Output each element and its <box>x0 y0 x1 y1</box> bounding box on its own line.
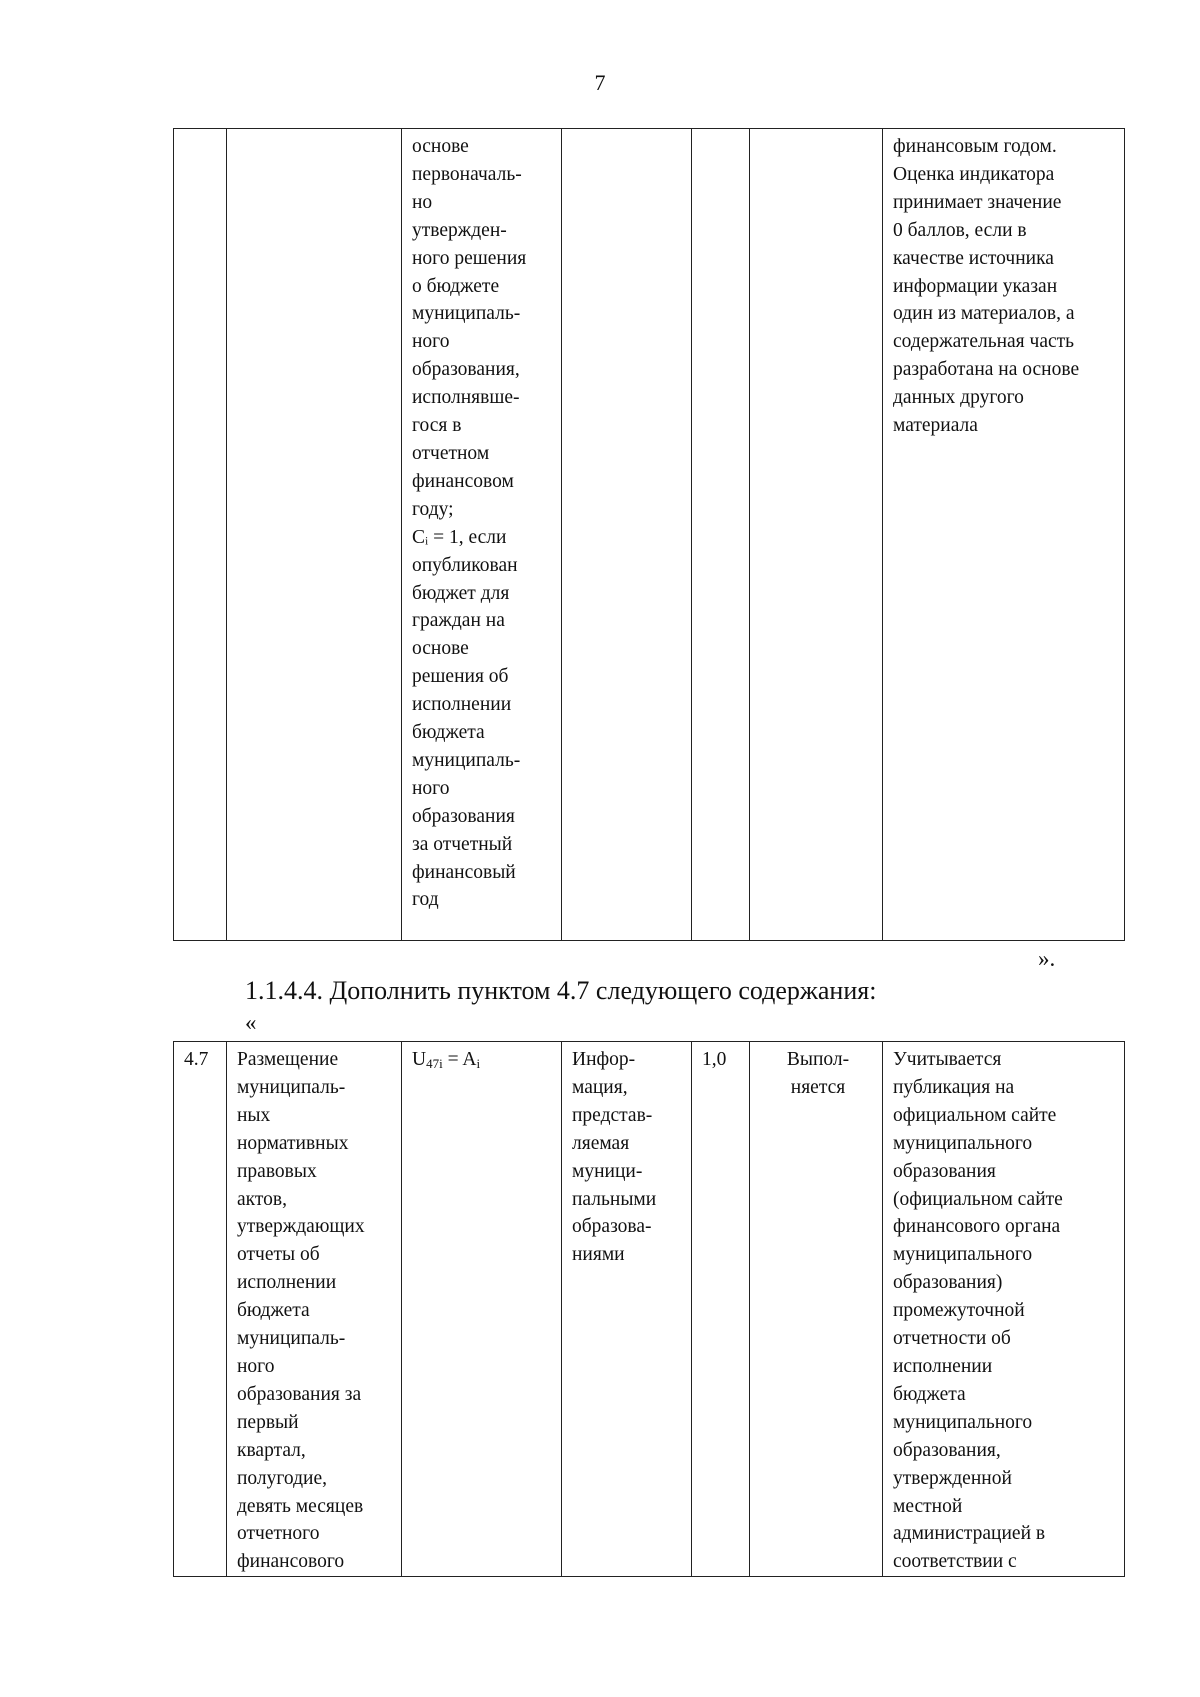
formula-rhs-subscript: i <box>476 1056 481 1071</box>
formula-equals: = <box>442 1049 463 1070</box>
text-line: образования, <box>893 1439 1001 1461</box>
text-line: финансовый <box>412 861 516 883</box>
text-line: бюджета <box>237 1300 310 1322</box>
text-line: администрацией в <box>893 1523 1046 1545</box>
formula-lhs: U <box>412 1049 427 1070</box>
text-line: год <box>412 889 439 911</box>
note-text <box>893 133 1118 440</box>
text-line: утвержденной <box>893 1467 1012 1489</box>
text-line: основе <box>412 638 469 660</box>
text-line: финансового органа <box>893 1216 1061 1238</box>
text-line: содержательная часть <box>893 331 1075 353</box>
text-line: отчетного <box>237 1523 320 1545</box>
text-line: мация, <box>572 1076 628 1098</box>
cell-status <box>750 129 883 941</box>
indicator-table-new-row <box>173 1041 1125 1577</box>
text-line: образова- <box>572 1216 652 1238</box>
text-line: ного <box>412 331 450 353</box>
text-line: ного решения <box>412 247 527 269</box>
text-line: квартал, <box>237 1439 306 1461</box>
closing-quote: ». <box>1038 946 1056 971</box>
text-line: ниями <box>572 1244 625 1266</box>
text-line: материала <box>893 415 978 437</box>
text-line: ляемая <box>572 1132 630 1154</box>
text-line: ного <box>237 1355 275 1377</box>
text-line: девять месяцев <box>237 1495 364 1517</box>
text-line: исполнении <box>412 694 512 716</box>
text-line: муници- <box>572 1160 643 1182</box>
cell-source <box>562 1042 692 1577</box>
text-line: промежуточной <box>893 1300 1025 1322</box>
text-line: исполнении <box>893 1355 993 1377</box>
text-line: первоначаль- <box>412 163 522 185</box>
text-line: пальными <box>572 1188 657 1210</box>
text-line: финансового <box>237 1551 345 1573</box>
text-line: нормативных <box>237 1132 349 1154</box>
status-text <box>760 1046 876 1102</box>
cell-note <box>883 129 1125 941</box>
text-line: принимает значение <box>893 191 1062 213</box>
text-line: актов, <box>237 1188 287 1210</box>
text-line: образования за <box>237 1383 362 1405</box>
text-line: решения об <box>412 666 509 688</box>
text-line: бюджета <box>893 1383 966 1405</box>
table-row <box>174 1042 1125 1577</box>
text-line: ных <box>237 1104 271 1126</box>
text-line: отчетном <box>412 442 490 464</box>
text-line: но <box>412 191 433 213</box>
text-line: (официальном сайте <box>893 1188 1063 1210</box>
cell-status <box>750 1042 883 1577</box>
cell-name <box>227 129 402 941</box>
opening-quote: « <box>245 1010 257 1035</box>
text-line: публикация на <box>893 1076 1015 1098</box>
cell-weight <box>692 129 750 941</box>
text-line: образования, <box>412 359 520 381</box>
source-text <box>572 1046 685 1269</box>
text-line: гося в <box>412 415 462 437</box>
text-line: исполнении <box>237 1272 337 1294</box>
indicator-table-continuation <box>173 128 1125 941</box>
text-line: образования <box>893 1160 996 1182</box>
cell-number <box>174 129 227 941</box>
text-line: няется <box>790 1076 846 1098</box>
text-line: официальном сайте <box>893 1104 1057 1126</box>
text-line: о бюджете <box>412 275 500 297</box>
formula-text <box>412 133 555 914</box>
text-line: бюджет для <box>412 582 510 604</box>
cell-weight: 1,0 <box>692 1042 750 1577</box>
text-line: образования) <box>893 1272 1003 1294</box>
text-line: финансовым годом. <box>893 136 1057 157</box>
text-line: основе <box>412 136 469 157</box>
formula-rhs: A <box>462 1049 477 1070</box>
cell-number: 4.7 <box>174 1042 227 1577</box>
cell-source <box>562 129 692 941</box>
text-line: муниципального <box>893 1132 1033 1154</box>
text-line: первый <box>237 1411 299 1433</box>
cell-formula <box>402 1042 562 1577</box>
text-line: опубликован <box>412 554 518 576</box>
cell-formula <box>402 129 562 941</box>
text-line: представ- <box>572 1104 653 1126</box>
text-line: исполнявше- <box>412 387 520 409</box>
text-line: муниципаль- <box>237 1076 346 1098</box>
formula-lhs-subscript: 47i <box>426 1056 443 1071</box>
text-line: утверждающих <box>237 1216 365 1238</box>
text-line: муниципального <box>893 1244 1033 1266</box>
text-line: разработана на основе <box>893 359 1080 381</box>
text-line: соответствии с <box>893 1551 1017 1573</box>
text-line: бюджета <box>412 722 485 744</box>
cell-note <box>883 1042 1125 1577</box>
text-line: Инфор- <box>572 1049 636 1070</box>
text-line: утвержден- <box>412 219 507 241</box>
text-line: отчеты об <box>237 1244 320 1266</box>
text-line: образования <box>412 805 515 827</box>
text-line: муниципаль- <box>237 1328 346 1350</box>
text-line: году; <box>412 498 454 520</box>
text-line: муниципального <box>893 1411 1033 1433</box>
note-text <box>893 1046 1118 1576</box>
text-line: качестве источника <box>893 247 1054 269</box>
text-line: один из материалов, а <box>893 303 1075 325</box>
text-line: ного <box>412 777 450 799</box>
text-line: местной <box>893 1495 963 1517</box>
page-number: 7 <box>594 70 606 95</box>
amendment-heading: 1.1.4.4. Дополнить пунктом 4.7 следующего содержания: <box>245 976 877 1005</box>
text-line: Оценка индикатора <box>893 163 1055 185</box>
text-line: финансовом <box>412 470 514 492</box>
text-line: граждан на <box>412 610 505 632</box>
text-line: муниципаль- <box>412 303 521 325</box>
text-line: правовых <box>237 1160 317 1182</box>
formula <box>412 1049 480 1070</box>
indicator-name <box>237 1046 395 1576</box>
text-line: информации указан <box>893 275 1058 297</box>
table-row <box>174 129 1125 941</box>
text-line: Cᵢ = 1, если <box>412 526 507 548</box>
text-line: Учитывается <box>893 1049 1002 1070</box>
cell-name <box>227 1042 402 1577</box>
text-line: муниципаль- <box>412 749 521 771</box>
text-line: Размещение <box>237 1049 339 1070</box>
text-line: отчетности об <box>893 1328 1011 1350</box>
text-line: полугодие, <box>237 1467 327 1489</box>
text-line: данных другого <box>893 387 1024 409</box>
text-line: за отчетный <box>412 833 513 855</box>
text-line: Выпол- <box>786 1049 850 1070</box>
text-line: 0 баллов, если в <box>893 219 1027 241</box>
